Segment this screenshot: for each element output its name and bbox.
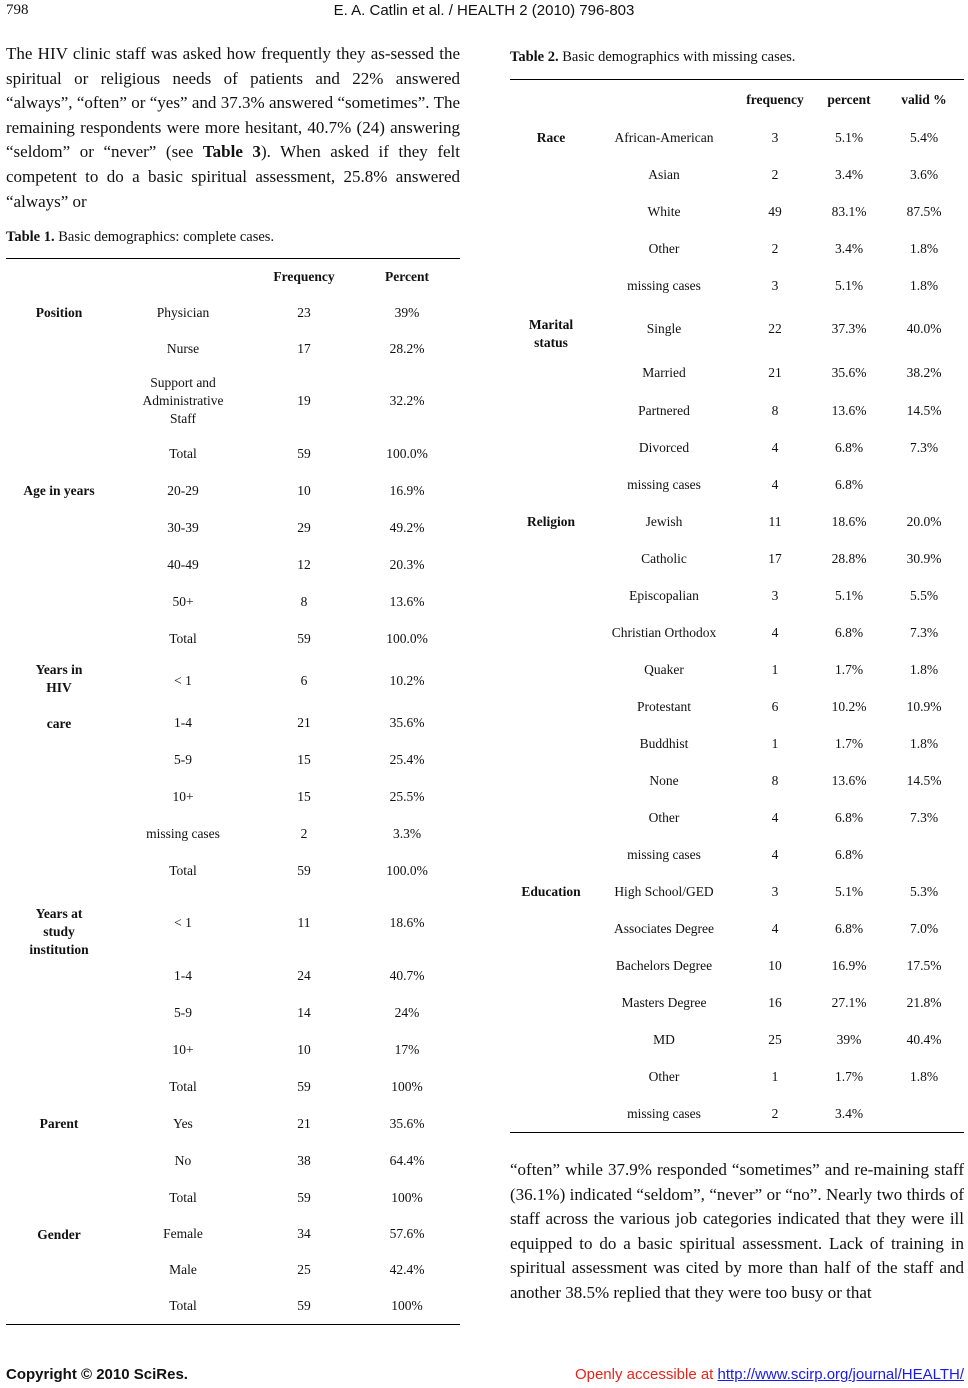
table2-cell: 1.7% [834,1068,864,1084]
table1-cell: 16.9% [389,482,425,498]
table2-cell: 1 [771,735,779,751]
table1-cell: 34 [297,1226,311,1241]
table-reference[interactable]: Table 3 [202,142,261,162]
table2-cell: 3.4% [834,1105,864,1121]
table2-caption [510,49,964,66]
table2-cell: High School/GED [614,883,714,899]
table1-cell: Nurse [166,341,200,356]
table2-cell: 6.8% [834,846,864,862]
running-title: E. A. Catlin et al. / HEALTH 2 (2010) 796-803 [333,2,635,19]
table2-cell: 1 [771,1068,779,1084]
table2-cell: 1 [771,661,779,677]
copyright-notice: Copyright © 2010 SciRes. [6,1366,188,1383]
table2-cell: Partnered [638,402,690,418]
table2-group-label: Religion [526,514,575,529]
open-access-notice [575,1366,964,1383]
table1-cell: 17% [394,1041,420,1057]
table2-cell [884,466,964,503]
table1 [6,229,460,1325]
table1-cell: Yes [173,1115,193,1131]
table2-cell: 5.1% [834,883,864,899]
table2-cell: 22 [768,321,782,336]
table2-cell: Associates Degree [613,920,715,936]
table1-cell: 28.2% [389,341,425,356]
table2-cell: 4 [771,624,779,640]
table2-cell: 4 [771,809,779,825]
page-header [0,2,968,24]
table1-cell: 59 [297,1189,311,1205]
table2-cell: 13.6% [831,772,867,788]
table1-cell: 13.6% [389,593,425,609]
table1-cell: Total [169,630,197,646]
table2-cell: 6 [771,698,779,714]
table2-cell: 2 [771,1105,779,1121]
table2-grid [510,80,964,1132]
table2-cell: Other [648,1068,680,1084]
table1-cell: 23 [297,305,311,320]
table1-group-label: Parent [39,1116,79,1131]
table1-cell: 21 [297,715,311,730]
table2-cell: 5.5% [909,587,939,603]
table2-cell: None [649,772,679,788]
table1-cell: 100.0% [386,862,428,878]
table1-cell: 24% [394,1004,420,1020]
table2-group-label: Education [521,884,581,899]
table2-cell [884,1095,964,1132]
paragraph-text: The HIV clinic staff was asked how frequently they as-sessed the spiritual or religious needs of patients and 22% answered “always”, “often” or “yes” and 37.3% answered “sometimes”. The remaining respondents were more hesitant, 40.7% (24) answering “seldom” or “never” (see [6,44,460,162]
table1-row [6,295,460,331]
table2-row [510,304,964,354]
table1-cell: Physician [156,305,210,320]
paragraph-text: ). When asked if they felt competent to do a basic spiritual assessment, 25.8% answered “always” or [6,142,460,211]
table1-cell: 40-49 [167,556,199,572]
table2-cell: 5.1% [834,587,864,603]
table2-cell: 10.2% [831,698,867,714]
table2-cell: 1.7% [834,661,864,677]
table2-cell: 39% [836,1031,862,1047]
table1-cell: 3.3% [392,825,422,841]
table2-cell: 16.9% [831,957,867,973]
table1-cell: 29 [297,519,311,535]
table2-cell: Other [648,240,680,256]
page-footer [0,1366,968,1386]
table2-header-frequency: frequency [746,91,804,107]
table1-cell: 10+ [172,1041,194,1057]
table2-cell: 30.9% [906,550,942,566]
table2-bottom-rule [510,1132,964,1133]
table2-cell: Married [642,365,686,380]
table1-cell: 57.6% [389,1226,425,1241]
table1-bottom-rule [6,1324,460,1325]
table2-cell: 87.5% [906,203,942,219]
table1-cell: 30-39 [167,519,199,535]
table1-group-label: Years at study institution [29,906,89,957]
table1-cell: 19 [297,393,311,408]
table2-cell: 6.8% [834,476,864,492]
table1-cell: 50+ [172,593,194,609]
table2-cell: 6.8% [834,809,864,825]
table2-cell: 3.6% [909,166,939,182]
table2-cell: 7.3% [909,809,939,825]
table2-cell: 13.6% [831,402,867,418]
table2-cell: 20.0% [906,513,942,529]
table1-cell: 2 [300,825,308,841]
table2-cell: 27.1% [831,994,867,1010]
table2-caption-label: Table 2. [510,49,559,65]
table2-cell: 2 [771,166,779,182]
table2-cell [884,836,964,873]
table1-cell: 49.2% [389,519,425,535]
table2-cell: 40.0% [906,321,942,336]
table1-cell: No [174,1152,192,1168]
table2-cell: 40.4% [906,1031,942,1047]
table2-cell: 2 [771,240,779,256]
table1-cell: 18.6% [389,915,425,930]
table2-cell: 1.7% [834,735,864,751]
table1-cell: 40.7% [389,967,425,983]
table1-cell: Total [169,1298,197,1313]
table2-cell: Catholic [641,550,687,566]
table1-cell: Total [169,1078,197,1094]
table2-cell: 28.8% [831,550,867,566]
table1-row [6,1216,460,1252]
table1-group-label: Position [35,305,83,320]
table1-cell: 10 [297,1041,311,1057]
table1-cell: 25.4% [389,751,425,767]
table1-cell: 10+ [172,788,194,804]
table1-cell: Total [169,862,197,878]
table2-header-row [510,80,964,119]
table2-cell: 3.4% [834,166,864,182]
table2-cell: Bachelors Degree [615,957,713,973]
table1-cell: 21 [297,1115,311,1131]
table2-cell: 37.3% [831,321,867,336]
table2-cell: 83.1% [831,203,867,219]
table1-cell: Female [163,1226,203,1241]
table1-cell: 32.2% [389,393,425,408]
table1-cell: Support and Administrative Staff [142,375,224,426]
table1-cell: 59 [297,445,311,461]
table2-cell: 14.5% [906,772,942,788]
table1-cell: 100.0% [386,445,428,461]
table2-cell: 3.4% [834,240,864,256]
table2-cell: MD [653,1031,675,1047]
table2-cell: missing cases [627,1105,701,1121]
table2-cell: 4 [771,846,779,862]
table2-cell: 3 [771,129,779,145]
table1-cell: < 1 [174,673,192,688]
table1-cell: 100.0% [386,630,428,646]
table1-group-label: Gender [37,1227,81,1242]
table1-cell: 14 [297,1004,311,1020]
table2-cell: 4 [771,920,779,936]
table2-cell: 5.1% [834,277,864,293]
table1-header-empty [112,259,254,295]
table2-cell: Quaker [644,661,684,677]
table2-cell: 7.3% [909,624,939,640]
table1-cell: 10 [297,482,311,498]
table2-cell: 1.8% [909,240,939,256]
table1-cell: 39% [394,305,420,320]
table2-cell: 7.3% [909,439,939,455]
table1-cell: 59 [297,1298,311,1313]
table1-cell: Total [169,445,197,461]
table1-row [6,657,460,705]
table2-cell: 1.8% [909,1068,939,1084]
table1-cell: 100% [391,1189,423,1205]
table1-cell: 1-4 [174,715,192,730]
table1-cell: Total [169,1189,197,1205]
table2-cell: 3 [771,277,779,293]
table2-cell: 1.8% [909,661,939,677]
table2-header-percent: percent [827,91,871,107]
table2-cell: Other [648,809,680,825]
table2-cell: 21.8% [906,994,942,1010]
table2-cell: Asian [648,166,680,182]
table1-caption-label: Table 1. [6,229,55,245]
table2-cell: 3 [771,587,779,603]
table2-cell: missing cases [627,476,701,492]
table1-group-label: Years in HIV care [35,662,83,731]
table2-cell: 6.8% [834,439,864,455]
table1-cell: 64.4% [389,1152,425,1168]
left-column [6,42,460,214]
table2-cell: 38.2% [906,365,942,380]
table1-row [6,1105,460,1142]
table2-cell: Christian Orthodox [611,624,717,640]
table2-cell: 4 [771,439,779,455]
table1-cell: 59 [297,630,311,646]
table2 [510,49,964,1133]
table1-cell: 17 [297,341,311,356]
table2-cell: 3 [771,883,779,899]
table2-cell: 4 [771,476,779,492]
page-number: 798 [6,2,29,18]
table2-cell: Protestant [637,698,691,714]
table1-cell: missing cases [146,825,220,841]
table1-cell: 11 [297,915,311,930]
table1-cell: 59 [297,1078,311,1094]
table2-cell: 10 [768,957,782,973]
table2-cell: 25 [768,1031,782,1047]
table2-cell: Divorced [638,439,690,455]
table1-cell: 8 [300,593,308,609]
table2-cell: 6.8% [834,624,864,640]
table2-cell: 11 [768,513,782,529]
table1-cell: 25.5% [389,788,425,804]
table2-cell: 1.8% [909,277,939,293]
table2-group-label: Race [536,130,566,145]
table2-cell: Episcopalian [629,587,699,603]
table1-cell: 10.2% [389,673,425,688]
table2-cell: 5.4% [909,129,939,145]
table2-row [510,503,964,540]
table1-group-label: Age in years [23,483,95,498]
table2-header-valid: valid % [901,91,947,107]
table1-row [6,472,460,509]
table1-header-empty [6,259,112,295]
table1-caption [6,229,460,246]
table2-cell: 14.5% [906,402,942,418]
table1-grid [6,259,460,1324]
table1-cell: 100% [391,1078,423,1094]
table2-cell: 16 [768,994,782,1010]
table2-cell: 35.6% [831,365,867,380]
table1-cell: < 1 [174,915,192,930]
table2-cell: 6.8% [834,920,864,936]
table2-cell: 1.8% [909,735,939,751]
table1-cell: Male [169,1262,197,1277]
table2-caption-text: Basic demographics with missing cases. [558,49,796,65]
table2-header-empty [592,80,736,119]
table2-cell: 18.6% [831,513,867,529]
table1-cell: 24 [297,967,311,983]
table1-caption-text: Basic demographics: complete cases. [54,229,275,245]
table2-cell: White [647,203,681,219]
table1-cell: 25 [297,1262,311,1277]
open-access-text: Openly accessible at [574,1366,718,1383]
table2-cell: 17.5% [906,957,942,973]
table2-cell: 49 [768,203,782,219]
table1-cell: 1-4 [174,967,192,983]
table1-cell: 38 [297,1152,311,1168]
table2-cell: Jewish [645,513,683,529]
table1-row [6,889,460,957]
table1-cell: 35.6% [389,1115,425,1131]
table2-cell: Masters Degree [621,994,707,1010]
table2-cell: African-American [614,129,714,145]
table2-cell: missing cases [627,277,701,293]
table1-header-frequency: Frequency [273,269,335,284]
table1-cell: 100% [391,1298,423,1313]
right-body-paragraph: “often” while 37.9% responded “sometimes” and re-maining staff (36.1%) indicated “seldom”, “never” or “no”. Nearly two thirds of staff across the various job categories indicated that they were ill equipped to do a basic spiritual assessment. Lack of training in spiritual assessment was cited by more than half of the staff and another 38.5% replied that they were too busy or that [510,1160,964,1302]
table1-cell: 5-9 [174,751,192,767]
table2-row [510,119,964,156]
table1-cell: 12 [297,556,311,572]
table1-cell: 5-9 [174,1004,192,1020]
table2-cell: missing cases [627,846,701,862]
table2-cell: 10.9% [906,698,942,714]
table2-cell: 7.0% [909,920,939,936]
table2-cell: 8 [771,772,779,788]
table2-cell: 21 [768,365,782,380]
table2-group-label: Marital status [528,317,574,350]
table2-cell: 5.3% [909,883,939,899]
table2-cell: Buddhist [639,735,689,751]
table1-cell: 35.6% [389,715,425,730]
table2-cell: Single [646,321,682,336]
table1-cell: 15 [297,751,311,767]
table1-cell: 15 [297,788,311,804]
table1-cell: 20-29 [167,482,199,498]
table1-cell: 59 [297,862,311,878]
table1-header-row [6,259,460,295]
table1-cell: 20.3% [389,556,425,572]
left-body-paragraph [6,42,460,214]
journal-link[interactable]: http://www.scirp.org/journal/HEALTH/ [717,1366,964,1383]
table1-cell: 6 [300,673,308,688]
table2-row [510,873,964,910]
table2-cell: 5.1% [834,129,864,145]
table1-cell: 42.4% [389,1262,425,1277]
table2-cell: 17 [768,550,782,566]
table2-header-empty [510,80,592,119]
table2-cell: 8 [771,402,779,418]
table1-header-percent: Percent [385,269,429,284]
